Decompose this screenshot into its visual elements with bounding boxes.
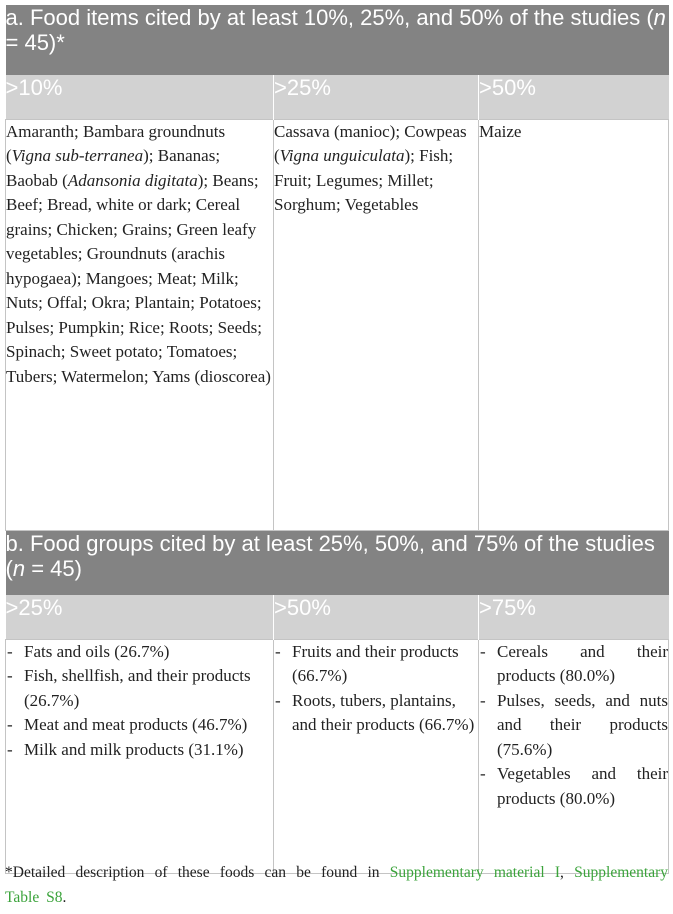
list-item: - Cereals and their products (80.0%) — [479, 640, 668, 689]
section-a-cell-2: Cassava (manioc); Cowpeas (Vigna unguiculata); Fish; Fruit; Legumes; Millet; Sorghum; Vegetables — [274, 119, 479, 530]
section-b-cell-2 — [274, 639, 479, 873]
section-a-header-row — [6, 5, 669, 75]
section-b-cell-3 — [479, 639, 669, 873]
list-item: - Pulses, seeds, and nuts and their products (75.6%) — [479, 689, 668, 763]
italic-species: Vigna sub-terranea — [11, 146, 144, 165]
section-a-col-header-2: >25% — [274, 75, 479, 119]
supplementary-material-link[interactable]: Supplementary material I — [389, 864, 561, 881]
food-group-list — [479, 640, 668, 812]
section-b-col-header-2: >50% — [274, 595, 479, 639]
section-a-col-header-3: >50% — [479, 75, 669, 119]
n-variable: n — [12, 555, 26, 581]
section-b-col-header-1: >25% — [6, 595, 274, 639]
list-item: - Fish, shellfish, and their products (26.7%) — [6, 664, 273, 713]
list-item: - Vegetables and their products (80.0%) — [479, 762, 668, 811]
n-variable: n — [653, 5, 666, 30]
list-item: - Fats and oils (26.7%) — [6, 640, 273, 665]
section-a-cell-3: Maize — [479, 119, 669, 530]
section-b-col-header-3: >75% — [479, 595, 669, 639]
section-a-col-header-1: >10% — [6, 75, 274, 119]
table-footnote: *Detailed description of these foods can be found in Supplementary material I, Supplementary Table S8. — [5, 864, 668, 906]
food-group-list — [274, 640, 478, 738]
section-b-column-headers — [6, 595, 669, 639]
supplementary-table-link[interactable]: Supplementary Table S8 — [5, 864, 668, 906]
section-a-body-row — [6, 119, 669, 530]
section-b-cell-1 — [6, 639, 274, 873]
list-item: - Roots, tubers, plantains, and their products (66.7%) — [274, 689, 478, 738]
list-item: - Fruits and their products (66.7%) — [274, 640, 478, 689]
food-table — [5, 5, 669, 874]
list-item: - Milk and milk products (31.1%) — [6, 738, 273, 763]
food-group-list — [6, 640, 273, 763]
section-a-cell-1: Amaranth; Bambara groundnuts (Vigna sub-terranea); Bananas; Baobab (Adansonia digitata); Beans; Beef; Bread, white or dark; Cereal grains; Chicken; Grains; Green leafy vegetables; Groundnuts (arachis hypogaea); Mangoes; Meat; Milk; Nuts; Offal; Okra; Plantain; Potatoes; Pulses; Pumpkin; Rice; Roots; Seeds; Spinach; Sweet potato; Tomatoes; Tubers; Watermelon; Yams (dioscorea) — [6, 119, 274, 530]
list-item: - Meat and meat products (46.7%) — [6, 713, 273, 738]
section-a-column-headers — [6, 75, 669, 119]
italic-species: Adansonia digitata — [67, 170, 198, 190]
section-a-title: a. Food items cited by at least 10%, 25%, and 50% of the studies (n = 45)* — [6, 5, 669, 75]
section-b-header-row — [6, 530, 669, 595]
italic-species: Vigna unguiculata — [279, 146, 405, 165]
section-b-body-row — [6, 639, 669, 873]
section-b-title: b. Food groups cited by at least 25%, 50%, and 75% of the studies (n = 45) — [6, 530, 669, 595]
